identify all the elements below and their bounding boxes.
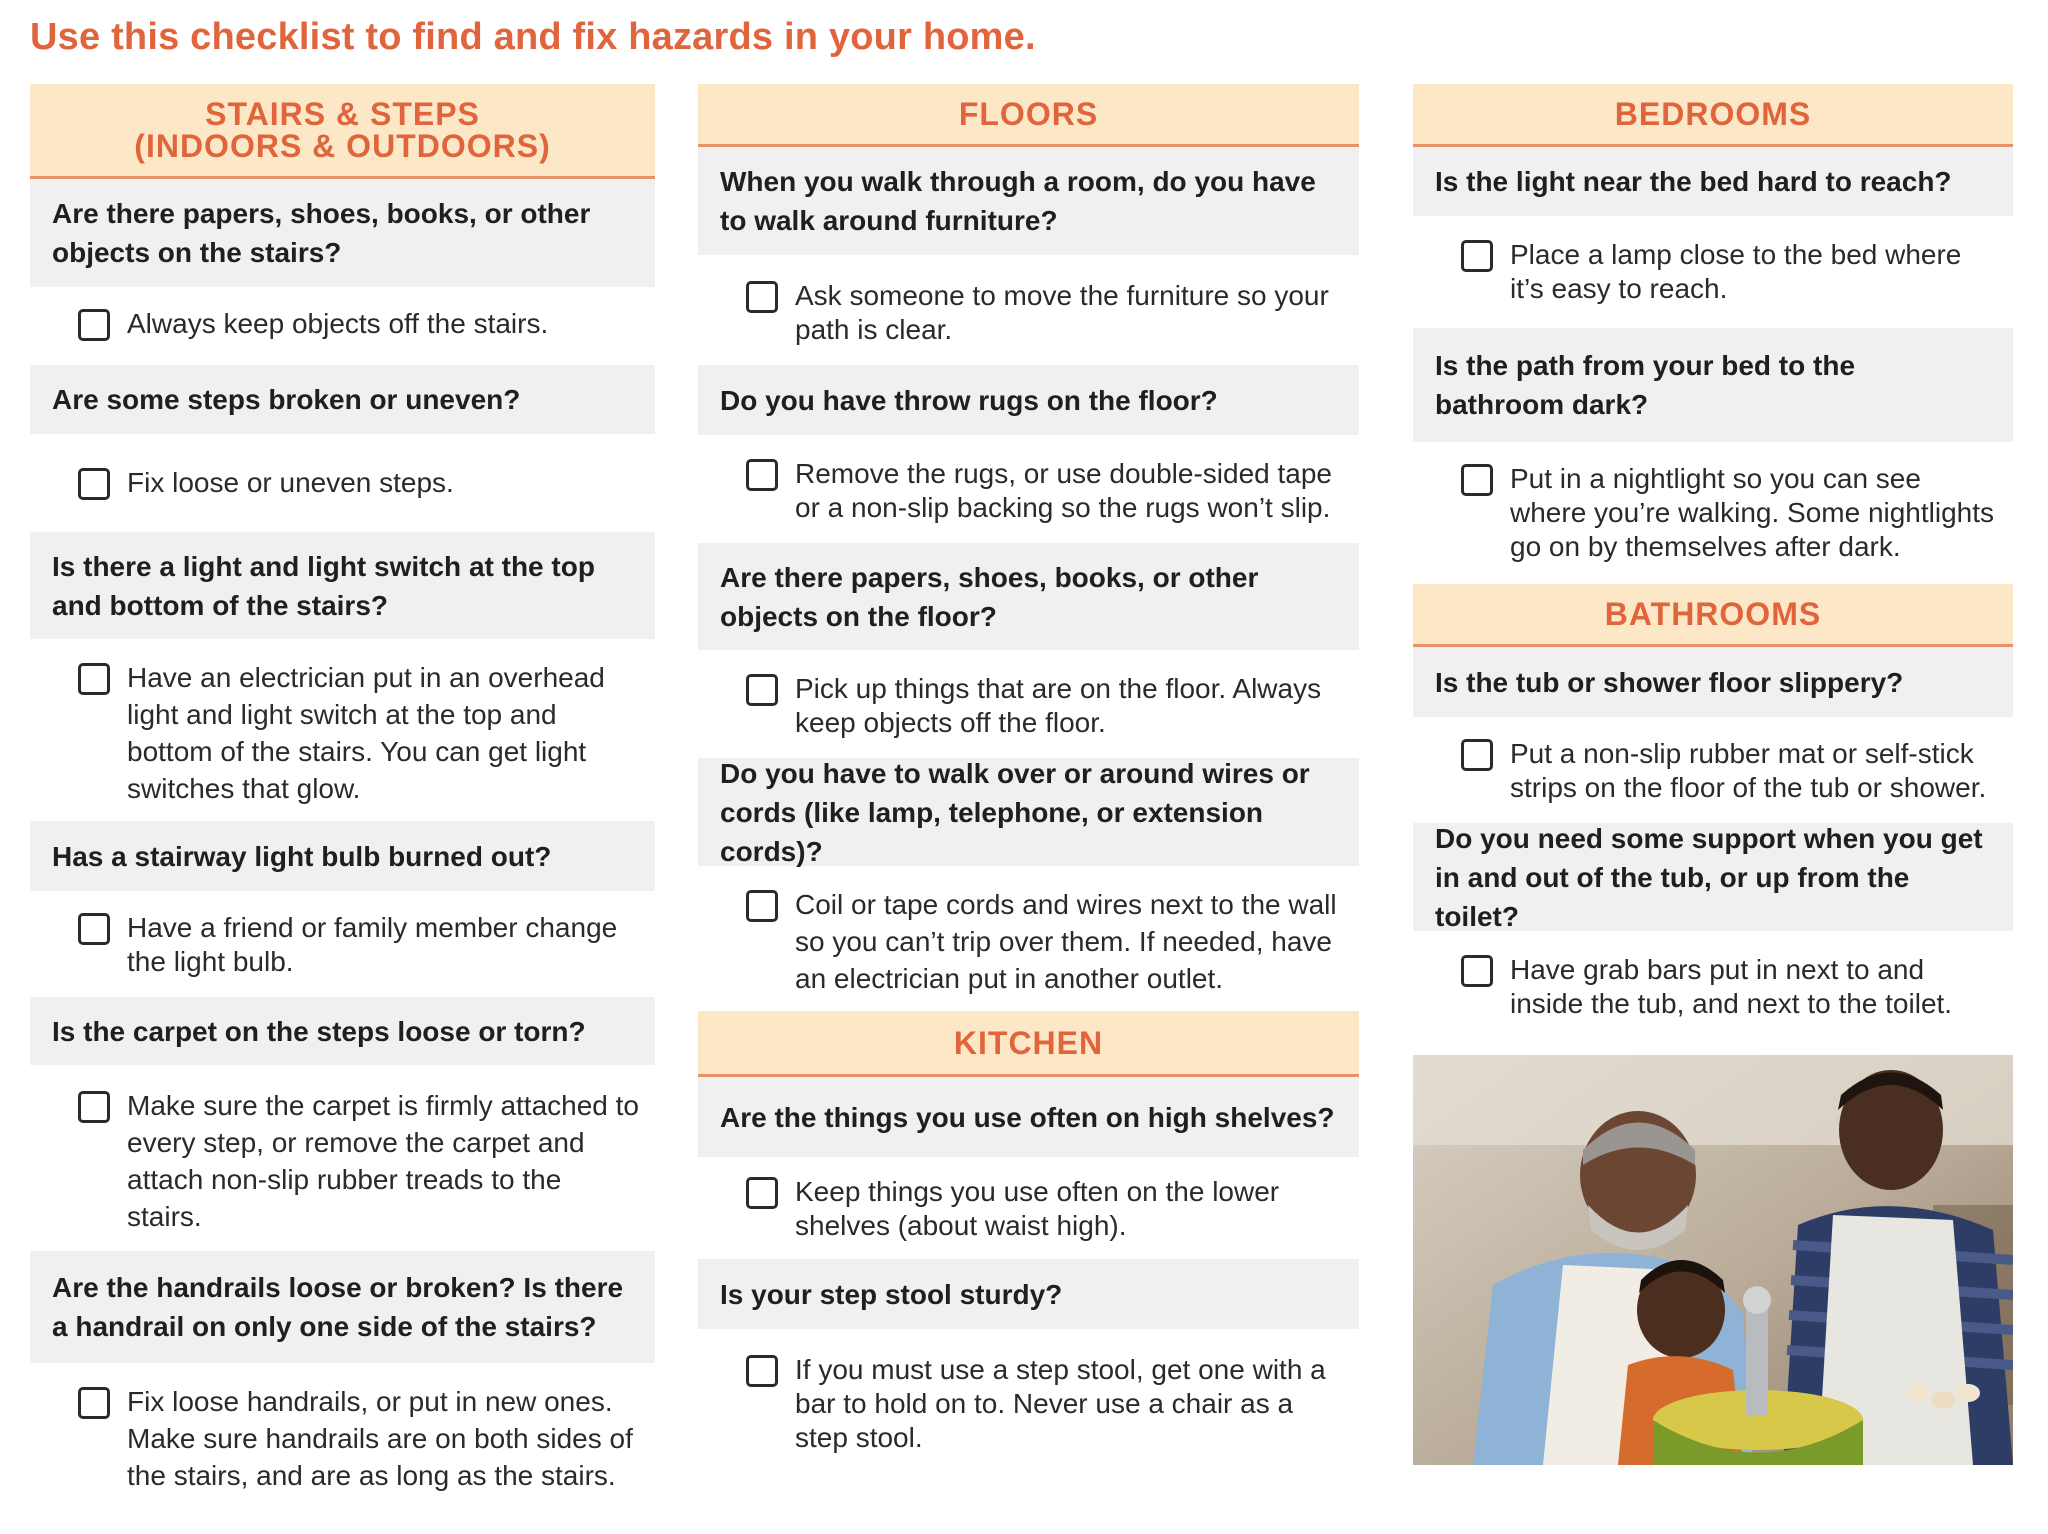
question-floors-furniture: When you walk through a room, do you have to walk around furniture? <box>698 147 1359 255</box>
checklist-item[interactable]: Have grab bars put in next to and inside the tub, and next to the toilet. <box>1413 953 2013 1021</box>
question-stairs-light-switch: Is there a light and light switch at the top and bottom of the stairs? <box>30 532 655 639</box>
question-stairs-broken-steps: Are some steps broken or uneven? <box>30 365 655 434</box>
checkbox-icon[interactable] <box>746 674 778 706</box>
checkbox-icon[interactable] <box>78 468 110 500</box>
checklist-item[interactable]: Have a friend or family member change the light bulb. <box>30 911 655 979</box>
checklist-item[interactable]: Make sure the carpet is firmly attached to every step, or remove the carpet and attach non-slip rubber treads to the stairs. <box>30 1087 655 1235</box>
checklist-item[interactable]: Always keep objects off the stairs. <box>30 307 655 341</box>
section-bedrooms <box>1413 84 2013 1465</box>
section-title-bedrooms: BEDROOMS <box>1413 84 2013 147</box>
page-headline: Use this checklist to find and fix hazards in your home. <box>30 16 1036 58</box>
checklist-item[interactable]: Put in a nightlight so you can see where you’re walking. Some nightlights go on by themselves after dark. <box>1413 462 2013 564</box>
question-floors-objects: Are there papers, shoes, books, or other objects on the floor? <box>698 543 1359 650</box>
section-stairs-steps <box>30 84 655 1494</box>
question-kitchen-shelves: Are the things you use often on high shelves? <box>698 1077 1359 1157</box>
section-floors <box>698 84 1359 1455</box>
checkbox-icon[interactable] <box>746 890 778 922</box>
checkbox-icon[interactable] <box>746 1177 778 1209</box>
section-title-stairs: STAIRS & STEPS (INDOORS & OUTDOORS) <box>30 84 655 179</box>
checklist-item[interactable]: Have an electrician put in an overhead light and light switch at the top and bottom of the stairs. You can get light switches that glow. <box>30 659 655 807</box>
mixer-crank <box>1743 1286 1771 1314</box>
checklist-item[interactable]: Fix loose handrails, or put in new ones. Make sure handrails are on both sides of the stairs, and are as long as the stairs. <box>30 1383 655 1494</box>
checklist-item[interactable]: Coil or tape cords and wires next to the wall so you can’t trip over them. If needed, have an electrician put in another outlet. <box>698 886 1359 997</box>
section-title-bathrooms: BATHROOMS <box>1413 584 2013 647</box>
question-bedrooms-path: Is the path from your bed to the bathroom dark? <box>1413 328 2013 442</box>
question-bathrooms-slippery: Is the tub or shower floor slippery? <box>1413 647 2013 717</box>
question-floors-rugs: Do you have throw rugs on the floor? <box>698 365 1359 435</box>
question-stairs-objects: Are there papers, shoes, books, or other objects on the stairs? <box>30 179 655 287</box>
hand-mixer <box>1746 1305 1768 1415</box>
question-bedrooms-light: Is the light near the bed hard to reach? <box>1413 147 2013 216</box>
checklist-item[interactable]: Keep things you use often on the lower shelves (about waist high). <box>698 1175 1359 1243</box>
checkbox-icon[interactable] <box>78 309 110 341</box>
question-stairs-bulb: Has a stairway light bulb burned out? <box>30 821 655 891</box>
checklist-item[interactable]: Put a non-slip rubber mat or self-stick strips on the floor of the tub or shower. <box>1413 737 2013 805</box>
question-bathrooms-support: Do you need some support when you get in and out of the tub, or up from the toilet? <box>1413 823 2013 931</box>
question-floors-cords: Do you have to walk over or around wires or cords (like lamp, telephone, or extension cords)? <box>698 758 1359 866</box>
question-stairs-carpet: Is the carpet on the steps loose or torn? <box>30 997 655 1065</box>
section-kitchen <box>698 1011 1359 1455</box>
egg <box>1931 1391 1955 1409</box>
checkbox-icon[interactable] <box>78 913 110 945</box>
checkbox-icon[interactable] <box>78 1387 110 1419</box>
checklist-item[interactable]: Pick up things that are on the floor. Always keep objects off the floor. <box>698 672 1359 740</box>
checklist-item[interactable]: Ask someone to move the furniture so your path is clear. <box>698 279 1359 347</box>
family-cooking-photo <box>1413 1055 2013 1465</box>
checkbox-icon[interactable] <box>1461 739 1493 771</box>
egg <box>1906 1384 1930 1402</box>
checklist-item[interactable]: If you must use a step stool, get one with a bar to hold on to. Never use a chair as a step stool. <box>698 1353 1359 1455</box>
checkbox-icon[interactable] <box>746 281 778 313</box>
section-title-kitchen: KITCHEN <box>698 1011 1359 1077</box>
checkbox-icon[interactable] <box>78 663 110 695</box>
egg <box>1956 1384 1980 1402</box>
checkbox-icon[interactable] <box>746 1355 778 1387</box>
checkbox-icon[interactable] <box>1461 464 1493 496</box>
section-title-floors: FLOORS <box>698 84 1359 147</box>
question-stairs-handrails: Are the handrails loose or broken? Is there a handrail on only one side of the stairs? <box>30 1251 655 1363</box>
checklist-item[interactable]: Remove the rugs, or use double-sided tape or a non-slip backing so the rugs won’t slip. <box>698 457 1359 525</box>
checklist-item[interactable]: Place a lamp close to the bed where it’s easy to reach. <box>1413 238 2013 306</box>
checkbox-icon[interactable] <box>1461 955 1493 987</box>
section-bathrooms <box>1413 584 2013 1021</box>
checklist-item[interactable]: Fix loose or uneven steps. <box>30 466 655 500</box>
question-kitchen-step-stool: Is your step stool sturdy? <box>698 1259 1359 1329</box>
checkbox-icon[interactable] <box>746 459 778 491</box>
checkbox-icon[interactable] <box>78 1091 110 1123</box>
checkbox-icon[interactable] <box>1461 240 1493 272</box>
